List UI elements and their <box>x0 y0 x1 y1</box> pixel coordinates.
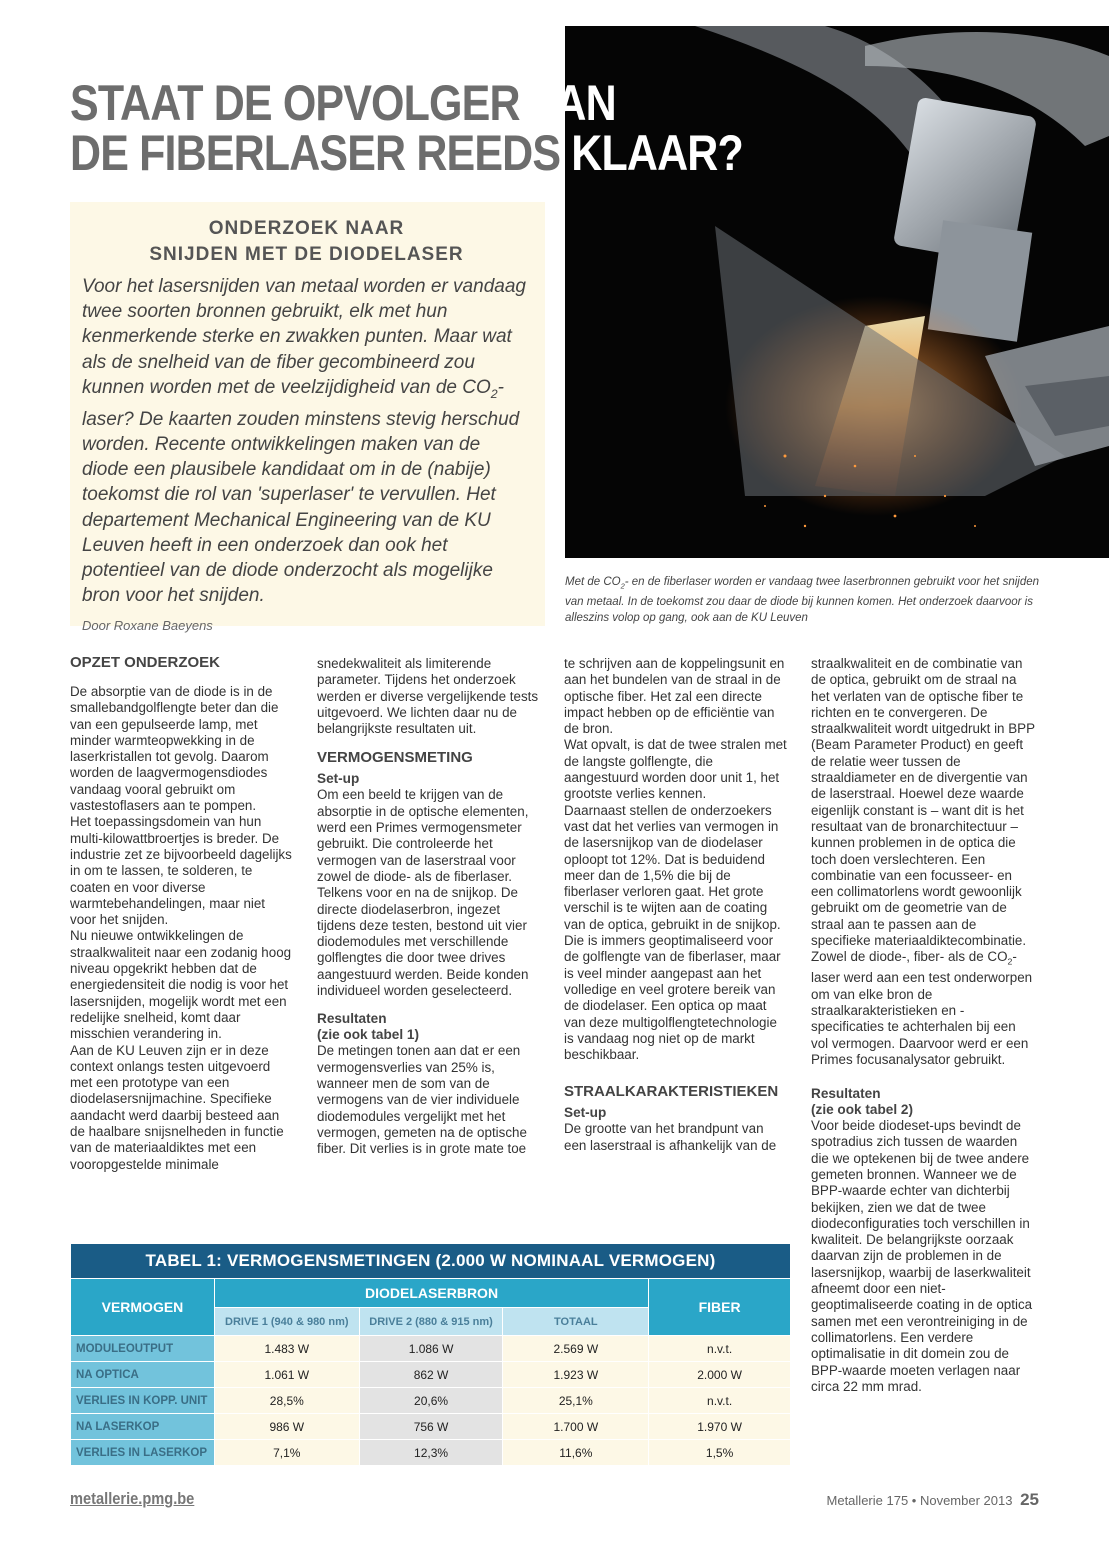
paragraph: Voor beide diodeset-ups bevindt de spotradius zich tussen de waarden die we optekenen bij de twee andere gemeten bronnen. Wanneer we de BPP-waarde echter van dichterbij bekijken, zien we dat de twee diodeconfiguraties toch verschillen in kwaliteit. De belangrijkste oorzaak daarvan zijn de problemen in de lasersnijkop, waarbij de laserkwaliteit afneemt door een niet-geoptimaliseerde coating in de optica samen met een verontreiniging in de collimatorlens. Een verdere optimalisatie in dit domein zou de BPP-waarde moeten verlagen naar circa 22 mm mrad. <box>811 1118 1033 1394</box>
table-row <box>71 1362 791 1388</box>
cell-totaal: 2.569 W <box>503 1336 649 1362</box>
row-label: MODULEOUTPUT <box>71 1336 215 1362</box>
table-row <box>71 1336 791 1362</box>
subheading-setup: Set-up <box>317 771 360 787</box>
lead-paragraph: Voor het lasersnijden van metaal worden er vandaag twee soorten bronnen gebruikt, elk met hun kenmerkende sterke en zwakken punten. Maar wat als de snelheid van de fiber gecombineerd zou kunnen worden met de veelzijdigheid van de $CO_2$-laser? De kaarten zouden minstens stevig herschud worden. Recente ontwikkelingen maken van de diode een plausibele kandidaat om in de (nabije) toekomst die rol van 'superlaser' te vervullen. Het departement Mechanical Engineering van de KU Leuven heeft in een onderzoek dan ook het potentieel van de diode onderzocht als mogelijke bron voor het snijden. <box>82 276 526 607</box>
paragraph: Wat opvalt, is dat de twee stralen met de langste golflengte, die aangestuurd worden door unit 1, het grootste verlies kennen. <box>564 737 787 802</box>
cell-fiber: 1,5% <box>649 1440 791 1466</box>
header-diodelaserbron: DIODELASERBRON <box>214 1279 648 1308</box>
table-vermogensmetingen <box>70 1243 791 1466</box>
cell-drive2: 862 W <box>359 1362 503 1388</box>
header-totaal: TOTAAL <box>503 1308 649 1336</box>
paragraph: De metingen tonen aan dat er een vermogensverlies van 25% is, wanneer men de som van de vermogens van de vier individuele diodemodules vergelijkt met het vermogen, gemeten na de optische fiber. Dit verlies is in grote mate toe <box>317 1043 527 1157</box>
cell-fiber: n.v.t. <box>649 1336 791 1362</box>
subheading-resultaten: Resultaten <box>317 1011 387 1027</box>
paragraph: snedekwaliteit als limiterende parameter. Tijdens het onderzoek werden er diverse vergelijkende tests uitgevoerd. We lichten daar nu de belangrijkste resultaten uit. <box>317 656 539 737</box>
heading-straalkarakteristieken: STRAALKARAKTERISTIEKEN <box>564 1083 779 1101</box>
paragraph: Om een beeld te krijgen van de absorptie in de optische elementen, werd een Primes vermogensmeter gebruikt. Die controleerde het vermogen van de laserstraal voor zowel de diode- als de fiberlaser. Telkens voor en na de snijkop. De directe diodelaserbron, ingezet tijdens deze testen, bestond uit vier diodemodules met verschillende golflengtes die door twee drives aangestuurd werden. Beide konden individueel worden geselecteerd. <box>317 787 529 999</box>
subheading-setup: Set-up <box>564 1105 607 1121</box>
title-line2-grey: DE FIBERLASER REEDS <box>70 125 561 181</box>
issue-info <box>827 1490 1039 1510</box>
cell-drive2: 20,6% <box>359 1388 503 1414</box>
column-3 <box>564 656 788 1154</box>
cell-drive1: 7,1% <box>214 1440 359 1466</box>
paragraph: Daarnaast stellen de onderzoekers vast dat het verlies van vermogen in de lasersnijkop van de diodelaser oploopt tot 12%. Dat is beduidend meer dan de 1,5% die bij de fiberlaser verloren gaat. Het grote verschil is te wijten aan de coating van de optica, gebruikt in de snijkop. Die is immers geoptimaliseerd voor de golflengte van de fiberlaser, maar is veel minder aangepast aan het volledige en veel grotere bereik van de diodelaser. Een optica op maat van deze multigolflengtetechnologie is vandaag nog niet op de markt beschikbaar. <box>564 802 781 1063</box>
intro-box <box>70 202 545 634</box>
cell-totaal: 1.700 W <box>503 1414 649 1440</box>
cell-drive1: 1.061 W <box>214 1362 359 1388</box>
column-4 <box>811 656 1035 1395</box>
cell-totaal: 25,1% <box>503 1388 649 1414</box>
table-row <box>71 1414 791 1440</box>
kicker-line2: SNIJDEN MET DE DIODELASER <box>149 244 464 265</box>
cell-fiber: 1.970 W <box>649 1414 791 1440</box>
header-fiber: FIBER <box>649 1279 791 1336</box>
table-row <box>71 1388 791 1414</box>
paragraph: Aan de KU Leuven zijn er in deze context onlangs testen uitgevoerd met een prototype van een diodelasersnijmachine. Specifieke aandacht werd daarbij besteed aan de haalbare snijsnelheden in functie van de materiaaldiktes met een vooropgestelde minimale <box>70 1042 284 1172</box>
header-vermogen: VERMOGEN <box>71 1279 215 1336</box>
cell-totaal: 11,6% <box>503 1440 649 1466</box>
cell-drive2: 12,3% <box>359 1440 503 1466</box>
row-label: NA LASERKOP <box>71 1414 215 1440</box>
heading-opzet-onderzoek: OPZET ONDERZOEK <box>70 654 221 671</box>
header-drive2: DRIVE 2 (880 & 915 nm) <box>359 1308 503 1336</box>
column-1 <box>70 654 294 1173</box>
cell-drive2: 1.086 W <box>359 1336 503 1362</box>
paragraph: Nu nieuwe ontwikkelingen de straalkwaliteit naar een zodanig hoog niveau opgekrikt hebben dat de energiedensiteit die nodig is voor het lasersnijden, mogelijk wordt met een redelijke snelheid, komt daar misschien verandering in. <box>70 928 292 1042</box>
paragraph: De grootte van het brandpunt van een laserstraal is afhankelijk van de <box>564 1121 777 1153</box>
paragraph: Het toepassingsdomein van hun multi-kilowattbroertjes is breder. De industrie zet ze bijvoorbeeld dagelijks in om te lassen, te solderen, te coaten en voor diverse warmtebehandelingen, maar niet voor het snijden. <box>70 814 292 928</box>
heading-vermogensmeting: VERMOGENSMETING <box>317 749 473 767</box>
cell-drive2: 756 W <box>359 1414 503 1440</box>
table-row <box>71 1440 791 1466</box>
paragraph: te schrijven aan de koppelingsunit en aan het bundelen van de straal in de optische fiber. Het zal een directe impact hebben op de efficiëntie van de bron. <box>564 656 785 737</box>
page-title <box>70 75 743 181</box>
cell-drive1: 1.483 W <box>214 1336 359 1362</box>
header-drive1: DRIVE 1 (940 & 980 nm) <box>214 1308 359 1336</box>
cell-drive1: 986 W <box>214 1414 359 1440</box>
row-label: VERLIES IN KOPP. UNIT <box>71 1388 215 1414</box>
subheading-resultaten: Resultaten <box>811 1086 881 1102</box>
cell-drive1: 28,5% <box>214 1388 359 1414</box>
paragraph: straalkwaliteit en de combinatie van de optica, gebruikt om de straal na het verlaten van de optische fiber te richten en te convergeren. De straalkwaliteit wordt uitgedrukt in BPP (Beam Parameter Product) en geeft de relatie weer tussen de straaldiameter en de divergentie van de laserstraal. Hoewel deze waarde eigenlijk constant is – want dit is het resultaat van de bronarchitectuur – kunnen problemen in de optica die toch doen verslechteren. Een combinatie van een focusseer- en een collimatorlens wordt gewoonlijk gebruikt om de geometrie van de straal aan te passen aan de specifieke materiaaldiktecombinatie. Zowel de diode-, fiber- als de $CO_2$-laser werd aan een test onderworpen om van elke bron de straalkarakteristieken en -specificaties te achterhalen bij een vol vermogen. Daarvoor werd er een Primes focusanalysator gebruikt. <box>811 656 1035 1067</box>
subheading-tabel-ref: (zie ook tabel 2) <box>811 1102 913 1118</box>
page-number: 25 <box>1020 1490 1039 1509</box>
title-line1-white: VAN <box>530 75 616 131</box>
table-title: TABEL 1: VERMOGENSMETINGEN (2.000 W NOMINAAL VERMOGEN) <box>71 1244 791 1279</box>
cell-fiber: 2.000 W <box>649 1362 791 1388</box>
subheading-tabel-ref: (zie ook tabel 1) <box>317 1027 419 1043</box>
website-link[interactable]: metallerie.pmg.be <box>70 1489 195 1508</box>
author-byline: Door Roxane Baeyens <box>82 618 213 634</box>
kicker-line1: ONDERZOEK NAAR <box>208 218 405 239</box>
title-line2-white: KLAAR? <box>571 125 743 181</box>
cell-totaal: 1.923 W <box>503 1362 649 1388</box>
paragraph: De absorptie van de diode is in de smallebandgolflengte beter dan die van een gepulseerde lamp, met minder warmteopwekking in de laserkristallen tot gevolg. Daarom worden de laagvermogensdiodes vandaag vooral gebruikt om vastestoflasers aan te pompen. <box>70 684 279 814</box>
row-label: NA OPTICA <box>71 1362 215 1388</box>
photo-caption: Met de $CO_2-$ en de fiberlaser worden er vandaag twee laserbronnen gebruikt voor het snijden van metaal. In de toekomst zou daar de diode bij kunnen komen. Het onderzoek daarvoor is alleszins volop op gang, ook aan de KU Leuven <box>565 576 1040 625</box>
row-label: VERLIES IN LASERKOP <box>71 1440 215 1466</box>
title-line1-grey: STAAT DE OPVOLGER <box>70 75 520 131</box>
issue-label: Metallerie 175 • November 2013 <box>826 1493 1013 1508</box>
cell-fiber: n.v.t. <box>649 1388 791 1414</box>
column-2 <box>317 656 541 1157</box>
